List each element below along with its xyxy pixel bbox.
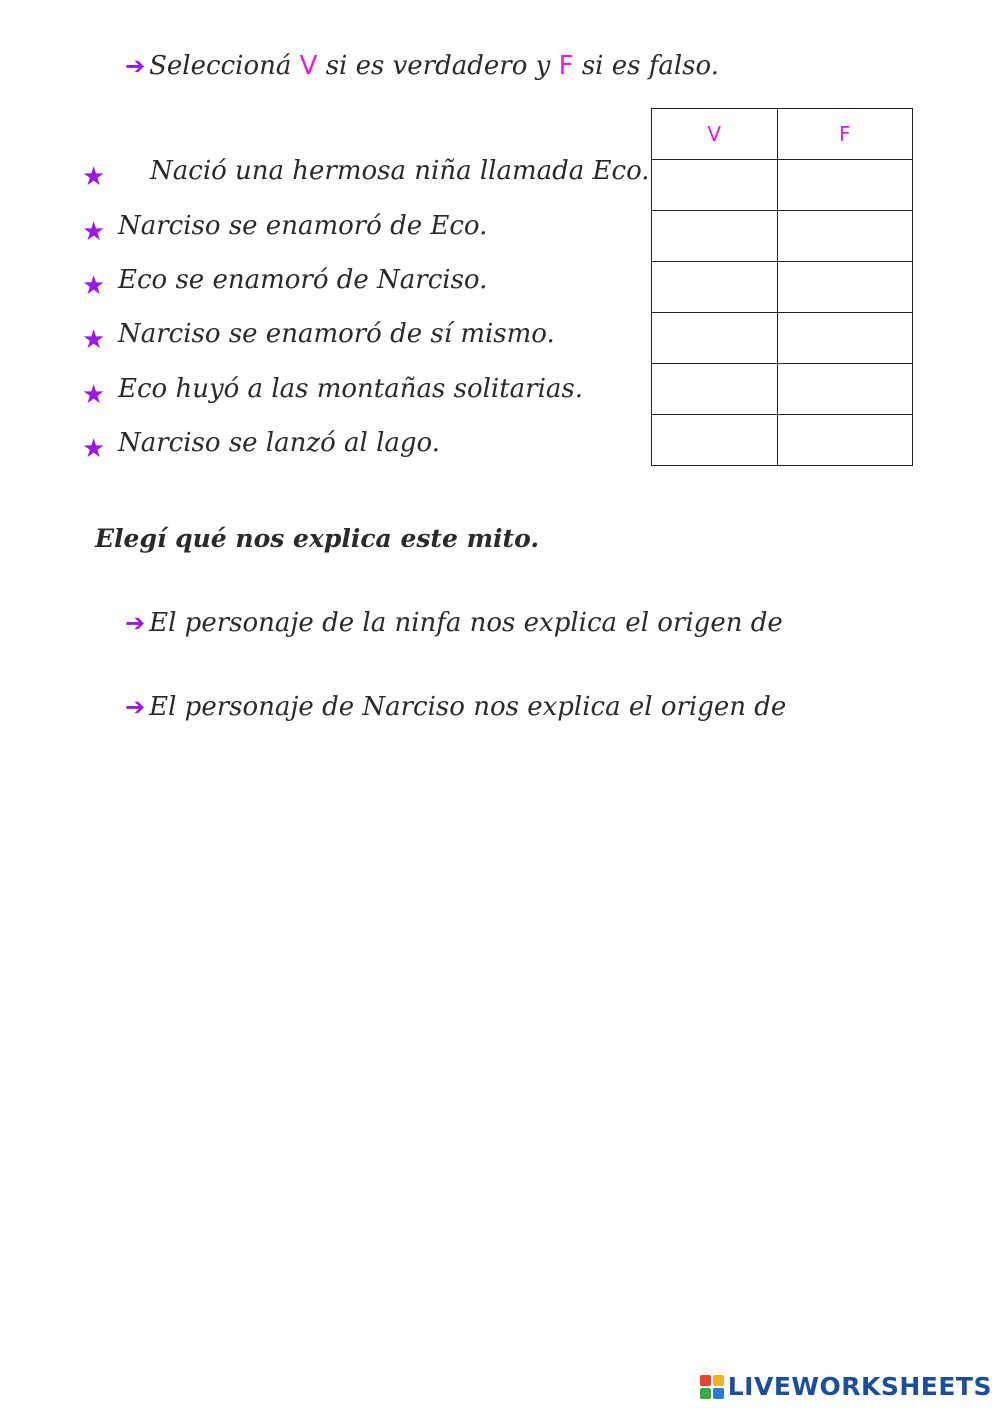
statement-text: Eco huyó a las montañas solitarias. [118, 374, 584, 404]
section-heading: Elegí qué nos explica este mito. [95, 524, 540, 553]
answer-cell-v-5[interactable] [652, 364, 778, 415]
instruction-middle: si es verdadero y [325, 51, 551, 81]
statement-1 [82, 153, 650, 195]
arrow-right-icon: ➔ [125, 693, 146, 721]
instruction-v-letter: V [299, 51, 318, 81]
table-row [652, 415, 913, 466]
header-f: F [777, 109, 912, 160]
question-1 [125, 605, 783, 641]
statement-2 [82, 208, 487, 250]
question-text: El personaje de Narciso nos explica el origen de [149, 692, 787, 722]
star-icon: ★ [82, 271, 106, 301]
statement-6 [82, 425, 440, 467]
liveworksheets-logo-icon [700, 1375, 724, 1399]
answer-cell-f-2[interactable] [777, 211, 912, 262]
question-text: El personaje de la ninfa nos explica el origen de [149, 608, 783, 638]
star-icon: ★ [82, 434, 106, 464]
table-row [652, 313, 913, 364]
statement-text: Narciso se enamoró de Eco. [118, 211, 488, 241]
statement-4 [82, 316, 555, 358]
answer-cell-v-3[interactable] [652, 262, 778, 313]
header-v: V [652, 109, 778, 160]
statement-text: Eco se enamoró de Narciso. [118, 265, 488, 295]
answer-cell-v-4[interactable] [652, 313, 778, 364]
true-false-table [651, 108, 913, 466]
arrow-right-icon: ➔ [125, 52, 146, 80]
answer-cell-f-3[interactable] [777, 262, 912, 313]
instruction-suffix: si es falso. [581, 51, 719, 81]
table-header-row [652, 109, 913, 160]
liveworksheets-brand [700, 1372, 992, 1401]
star-icon: ★ [82, 217, 106, 247]
answer-cell-f-5[interactable] [777, 364, 912, 415]
answer-cell-f-6[interactable] [777, 415, 912, 466]
answer-cell-v-6[interactable] [652, 415, 778, 466]
answer-cell-v-1[interactable] [652, 160, 778, 211]
answer-cell-f-4[interactable] [777, 313, 912, 364]
statement-text: Narciso se lanzó al lago. [118, 428, 440, 458]
statement-3 [82, 262, 487, 304]
answer-cell-f-1[interactable] [777, 160, 912, 211]
table-row [652, 364, 913, 415]
star-icon: ★ [82, 162, 106, 192]
table-row [652, 160, 913, 211]
answer-cell-v-2[interactable] [652, 211, 778, 262]
instruction-prefix: Seleccioná [149, 51, 292, 81]
brand-text: LIVEWORKSHEETS [727, 1372, 992, 1401]
statement-5 [82, 371, 583, 413]
star-icon: ★ [82, 380, 106, 410]
table-row [652, 211, 913, 262]
statement-text: Narciso se enamoró de sí mismo. [118, 319, 555, 349]
statement-text: Nació una hermosa niña llamada Eco. [150, 156, 650, 186]
question-2 [125, 689, 786, 725]
instruction-line [125, 48, 719, 84]
arrow-right-icon: ➔ [125, 609, 146, 637]
instruction-f-letter: F [558, 51, 574, 81]
table-row [652, 262, 913, 313]
star-icon: ★ [82, 325, 106, 355]
